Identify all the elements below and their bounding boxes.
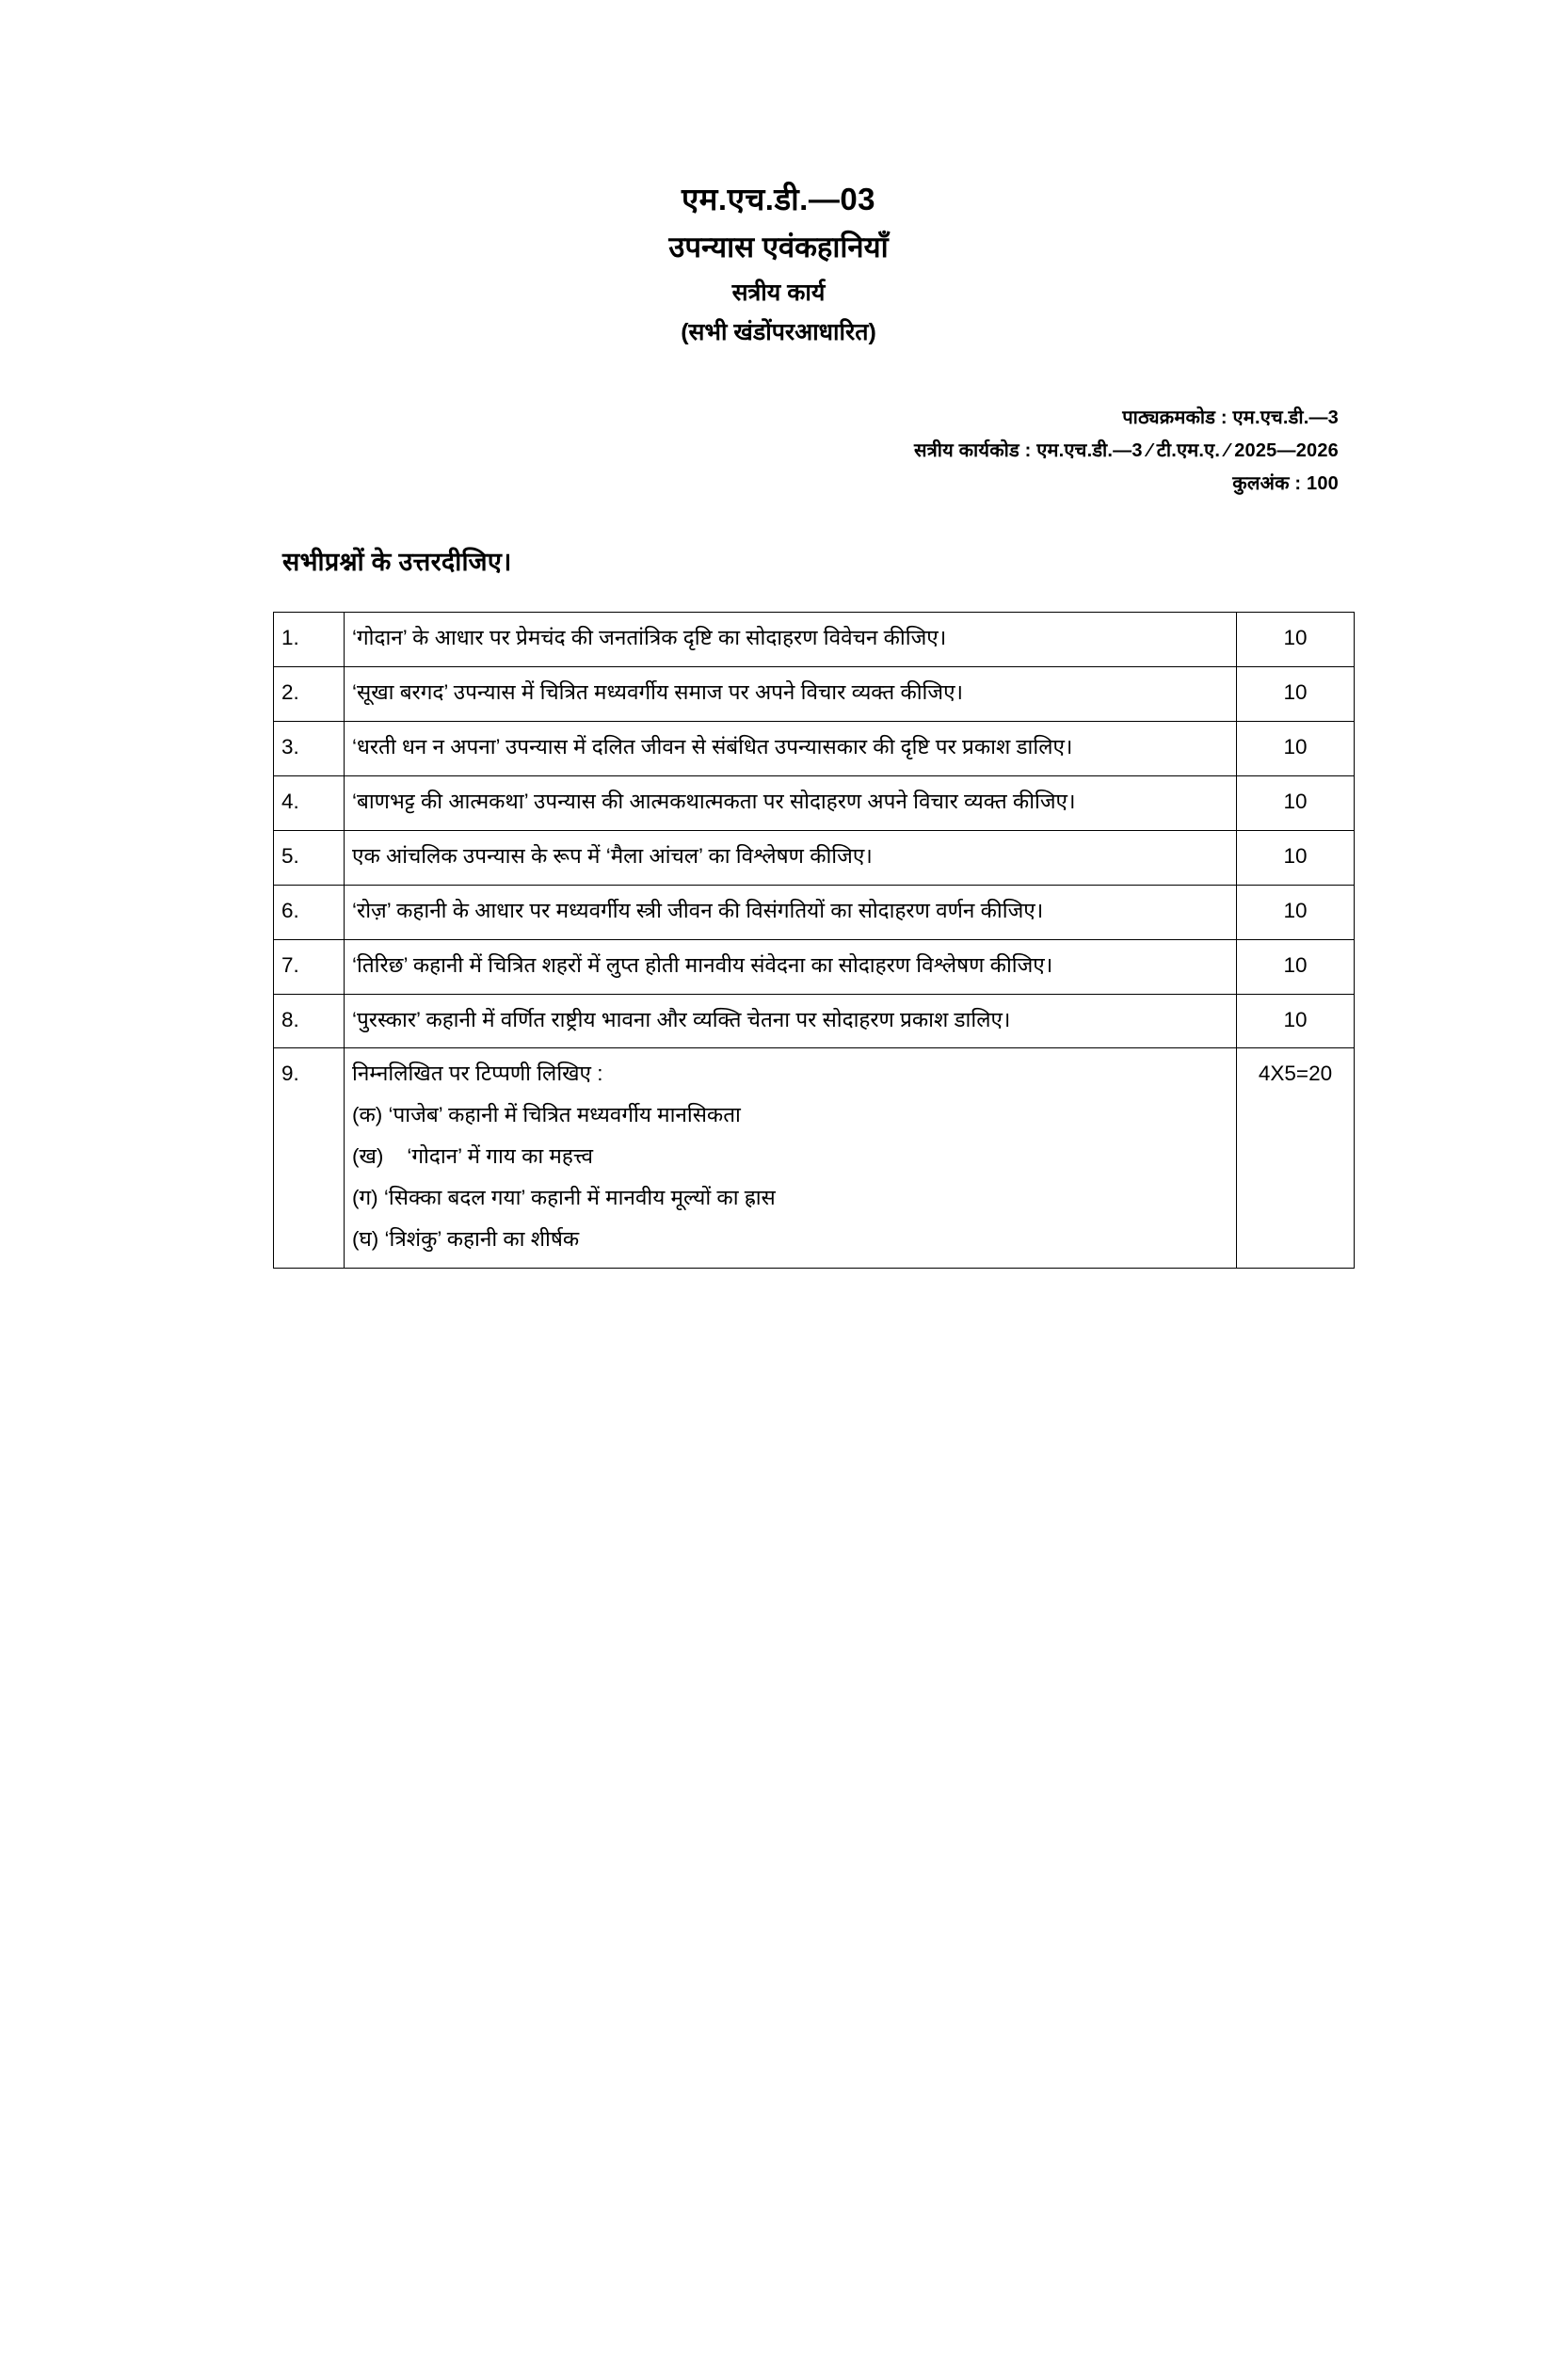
- question-number: 8.: [274, 994, 345, 1048]
- question-text: ‘पुरस्कार’ कहानी में वर्णित राष्ट्रीय भावना और व्यक्ति चेतना पर सोदाहरण प्रकाश डालिए।: [345, 994, 1237, 1048]
- question-marks: 10: [1237, 939, 1355, 994]
- sub-question-item: (घ) ‘त्रिशंकु’ कहानी का शीर्षक: [352, 1226, 580, 1251]
- document-page: [0, 179, 1557, 2380]
- question-marks: 4X5=20: [1237, 1048, 1355, 1268]
- meta-course-code: पाठ्यक्रमकोड : एम.एच.डी.—3: [1122, 407, 1339, 429]
- question-marks: 10: [1237, 613, 1355, 667]
- question-number: 7.: [274, 939, 345, 994]
- based-on-label: (सभी खंडोंपरआधारित): [681, 318, 876, 345]
- question-text: ‘धरती धन न अपना’ उपन्यास में दलित जीवन से संबंधित उपन्यासकार की दृष्टि पर प्रकाश डालिए।: [345, 722, 1237, 776]
- questions-table-wrapper: [0, 612, 1557, 1268]
- table-row: [274, 830, 1355, 885]
- question-text: ‘रोज़’ कहानी के आधार पर मध्यवर्गीय स्त्री जीवन की विसंगतियों का सोदाहरण वर्णन कीजिए।: [345, 885, 1237, 939]
- question-marks: 10: [1237, 994, 1355, 1048]
- table-row: [274, 722, 1355, 776]
- course-title: उपन्यास एवंकहानियाँ: [668, 230, 889, 264]
- meta-assignment-code: सत्रीय कार्यकोड : एम.एच.डी.—3 ⁄ टी.एम.ए. ⁄ 2025—2026: [913, 440, 1339, 462]
- document-header: [0, 179, 1557, 350]
- question-number: 6.: [274, 885, 345, 939]
- question-number: 1.: [274, 613, 345, 667]
- instruction-text: सभीप्रश्नों के उत्तरदीजिए।: [282, 548, 512, 577]
- question-text: ‘सूखा बरगद’ उपन्यास में चित्रित मध्यवर्गीय समाज पर अपने विचार व्यक्त कीजिए।: [345, 667, 1237, 722]
- table-row-last: [274, 1048, 1355, 1268]
- question-text: ‘गोदान’ के आधार पर प्रेमचंद की जनतांत्रिक दृष्टि का सोदाहरण विवेचन कीजिए।: [345, 613, 1237, 667]
- assignment-label: सत्रीय कार्य: [731, 280, 826, 307]
- question-number: 4.: [274, 776, 345, 831]
- question-text-with-subitems: [345, 1048, 1237, 1268]
- question-lead-text: निम्नलिखित पर टिप्पणी लिखिए :: [352, 1062, 603, 1086]
- question-text: ‘तिरिछ’ कहानी में चित्रित शहरों में लुप्त होती मानवीय संवेदना का सोदाहरण विश्लेषण कीजिए।: [345, 939, 1237, 994]
- question-marks: 10: [1237, 667, 1355, 722]
- sub-question-item: (ग) ‘सिक्का बदल गया’ कहानी में मानवीय मूल्यों का ह्रास: [352, 1186, 776, 1210]
- table-row: [274, 994, 1355, 1048]
- question-text: ‘बाणभट्ट की आत्मकथा’ उपन्यास की आत्मकथात्मकता पर सोदाहरण अपने विचार व्यक्त कीजिए।: [345, 776, 1237, 831]
- assignment-meta: [0, 402, 1557, 501]
- question-number: 2.: [274, 667, 345, 722]
- table-row: [274, 939, 1355, 994]
- question-number: 5.: [274, 830, 345, 885]
- table-row: [274, 613, 1355, 667]
- course-code-title: एम.एच.डी.—03: [681, 182, 876, 216]
- question-marks: 10: [1237, 776, 1355, 831]
- question-marks: 10: [1237, 885, 1355, 939]
- question-marks: 10: [1237, 830, 1355, 885]
- question-number: 9.: [274, 1048, 345, 1268]
- questions-table: [273, 612, 1355, 1268]
- table-row: [274, 667, 1355, 722]
- sub-question-list: [352, 1099, 1228, 1256]
- question-marks: 10: [1237, 722, 1355, 776]
- table-row: [274, 885, 1355, 939]
- question-number: 3.: [274, 722, 345, 776]
- meta-total-marks: कुलअंक : 100: [1232, 473, 1339, 495]
- table-row: [274, 776, 1355, 831]
- sub-question-item: (ख) ‘गोदान’ में गाय का महत्त्व: [352, 1144, 594, 1169]
- question-text: एक आंचलिक उपन्यास के रूप में ‘मैला आंचल’ का विश्लेषण कीजिए।: [345, 830, 1237, 885]
- sub-question-item: (क) ‘पाजेब’ कहानी में चित्रित मध्यवर्गीय मानसिकता: [352, 1103, 741, 1127]
